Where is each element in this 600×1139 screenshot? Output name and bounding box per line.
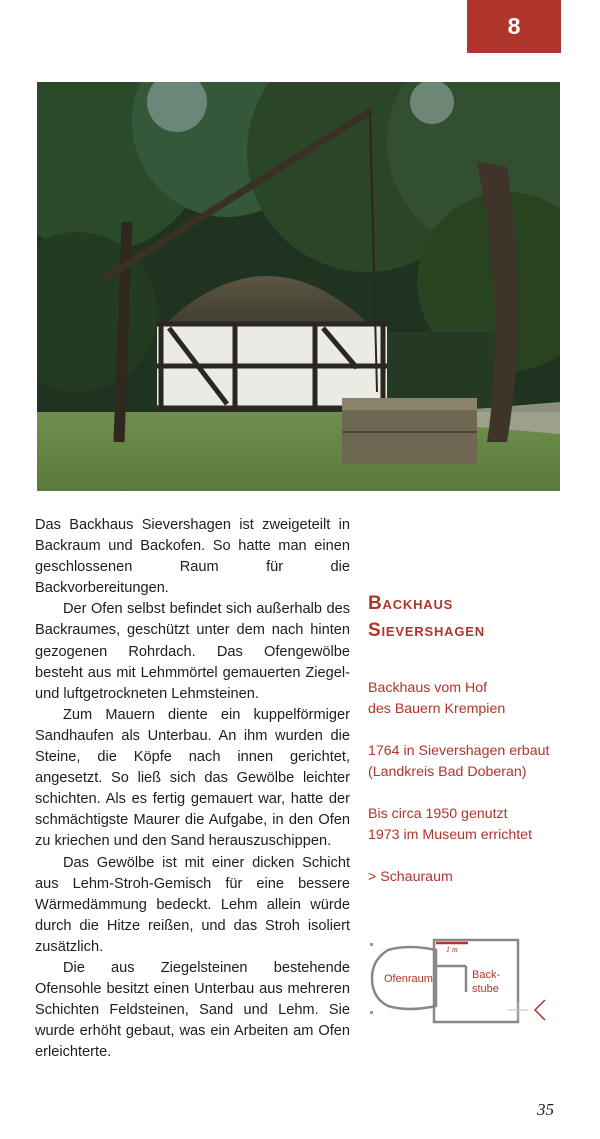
usage-line-1: Bis circa 1950 genutzt [368,806,508,822]
paragraph-5: Die aus Ziegelsteinen bestehende Ofensohle besitzt einen Unterbau aus mehreren Schichten Feldsteinen, Sand und Lehm. Sie wurde erhöht gebaut, was ein Arbeiten am Ofen erleichterte. [35,959,350,1061]
chapter-number-badge: 8 [467,0,561,53]
article-body [35,515,350,1063]
usage-line-2: 1973 im Museum errichtet [368,827,533,843]
photo-illustration [37,82,560,491]
entrance-arrow-icon [535,1000,545,1020]
origin-info [368,678,568,720]
built-line-2: (Landkreis Bad Doberan) [368,764,527,780]
floor-plan-drawing [368,936,558,1026]
room-label-backstube-1: Back- [472,969,501,981]
paragraph-1: Das Backhaus Sievershagen ist zweigeteilt in Backraum und Backofen. So hatte man einen geschlossenen Raum für die Backvorbereitungen. [35,517,350,597]
built-info [368,741,568,783]
origin-line-1: Backhaus vom Hof [368,680,488,696]
backhaus-photo [37,82,560,491]
info-sidebar [368,590,568,888]
room-label-backstube-2: stube [472,983,499,995]
page-number: 35 [537,1100,554,1119]
sidebar-title-line-1: Backhaus [368,593,454,614]
origin-line-2: des Bauern Krempien [368,701,506,717]
schauraum-link[interactable]: > Schauraum [368,869,453,885]
scale-label: 1 m [446,945,458,954]
paragraph-3: Zum Mauern diente ein kuppelförmiger Sandhaufen als Unterbau. An ihm wurden die Steine, die Köpfe nach innen gerichtet, angesetzt. So ließ sich das Gewölbe leichter schichten. Als es fertig gemauert war, hatte der schmächtigste Maurer die Aufgabe, in den Ofen zu kriechen und den Sand herauszuschippen. [35,706,350,850]
paragraph-2: Der Ofen selbst befindet sich außerhalb des Backraumes, geschützt unter dem nach hinten gezogenen Rohrdach. Das Ofengewölbe besteht aus mit Lehmmörtel gemauerten Ziegel- und luftgetrockneten Lehmsteinen. [35,601,350,702]
plan-marker [370,943,373,946]
built-line-1: 1764 in Sievershagen erbaut [368,743,550,759]
floor-plan [368,936,558,1026]
sidebar-title-line-2: Sievershagen [368,620,485,641]
sidebar-title [368,590,568,644]
room-label-ofenraum: Ofenraum [384,973,433,985]
usage-info [368,804,568,846]
plan-marker [370,1011,373,1014]
paragraph-4: Das Gewölbe ist mit einer dicken Schicht aus Lehm-Stroh-Gemisch für eine bessere Wärmedämmung bedeckt. Lehm allein würde durch die Hitze reißen, und das Stroh isoliert zusätzlich. [35,854,350,955]
